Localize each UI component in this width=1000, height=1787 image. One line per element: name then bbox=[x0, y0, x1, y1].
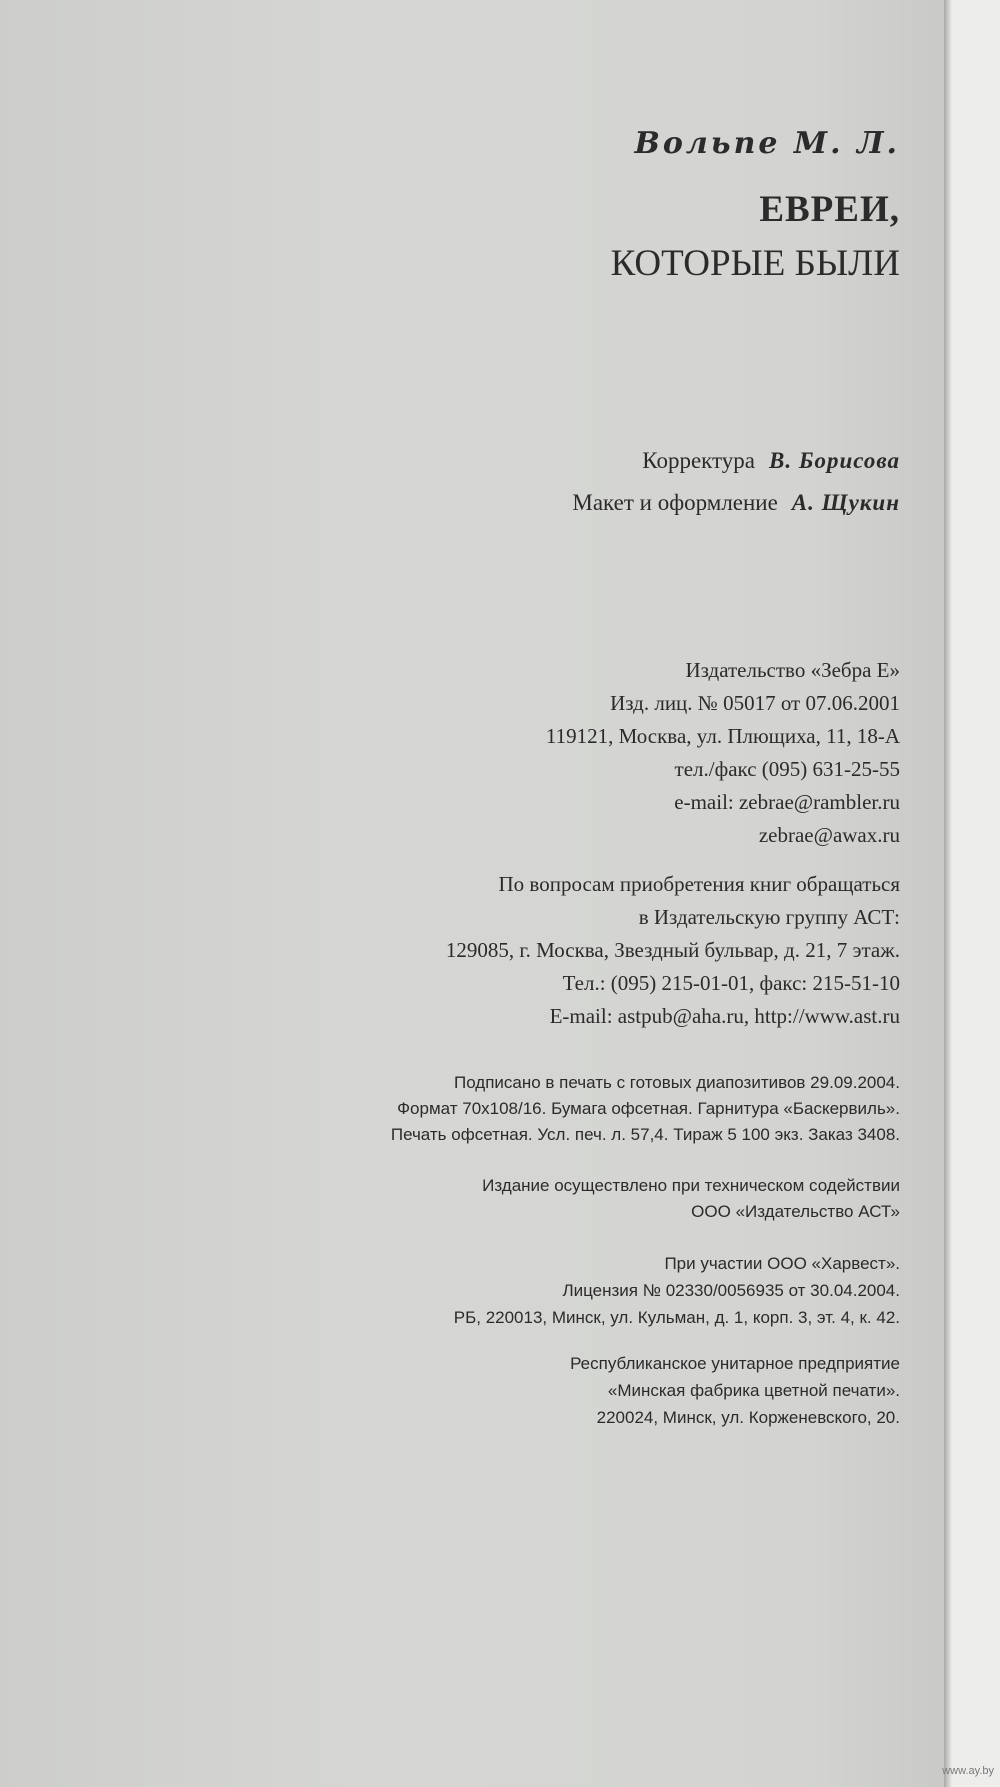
printer-line: 220024, Минск, ул. Корженевского, 20. bbox=[596, 1408, 900, 1427]
printer-line: Республиканское унитарное предприятие bbox=[570, 1354, 900, 1373]
credit-name: А. Щукин bbox=[791, 490, 900, 515]
harvest-info bbox=[454, 1250, 900, 1331]
credit-role: Макет и оформление bbox=[572, 490, 778, 515]
watermark: www.ay.by bbox=[942, 1765, 994, 1777]
harvest-line: РБ, 220013, Минск, ул. Кульман, д. 1, корп. 3, эт. 4, к. 42. bbox=[453, 1308, 900, 1327]
distributor-address: 129085, г. Москва, Звездный бульвар, д. 21, 7 этаж. bbox=[445, 938, 900, 962]
distributor-email: E-mail: astpub@aha.ru, http://www.ast.ru bbox=[549, 1004, 900, 1028]
distributor-phone: Тел.: (095) 215-01-01, факс: 215-51-10 bbox=[562, 971, 900, 995]
credit-name: В. Борисова bbox=[769, 448, 900, 473]
imprint-line: Подписано в печать с готовых диапозитивов 29.09.2004. bbox=[453, 1073, 900, 1092]
harvest-line: При участии ООО «Харвест». bbox=[664, 1254, 900, 1273]
publisher-name: Издательство «Зебра Е» bbox=[685, 658, 900, 682]
credit-proofreader bbox=[572, 440, 900, 482]
author-name: Вольпе М. Л. bbox=[634, 126, 900, 161]
publisher-info bbox=[546, 654, 900, 852]
background-gutter bbox=[952, 0, 1000, 1787]
harvest-line: Лицензия № 02330/0056935 от 30.04.2004. bbox=[562, 1281, 900, 1300]
printer-info bbox=[570, 1350, 900, 1431]
page-edge bbox=[944, 0, 952, 1787]
publisher-email: e-mail: zebrae@rambler.ru bbox=[674, 790, 900, 814]
distributor-info bbox=[446, 868, 900, 1033]
tech-line: Издание осуществлено при техническом содействии bbox=[482, 1176, 900, 1195]
title-line-1: ЕВРЕИ, bbox=[759, 189, 900, 230]
publisher-email-2: zebrae@awax.ru bbox=[758, 823, 900, 847]
credits-block bbox=[572, 440, 900, 524]
publisher-address: 119121, Москва, ул. Плющиха, 11, 18-А bbox=[545, 724, 900, 748]
imprint-line: Формат 70x108/16. Бумага офсетная. Гарнитура «Баскервиль». bbox=[397, 1099, 900, 1118]
credit-role: Корректура bbox=[642, 448, 755, 473]
imprint-info bbox=[391, 1070, 900, 1148]
publisher-phone: тел./факс (095) 631-25-55 bbox=[674, 757, 900, 781]
title-line-2: КОТОРЫЕ БЫЛИ bbox=[610, 243, 900, 284]
credit-layout bbox=[572, 482, 900, 524]
technical-support-info bbox=[482, 1173, 900, 1225]
tech-line: ООО «Издательство АСТ» bbox=[691, 1202, 900, 1221]
publisher-license: Изд. лиц. № 05017 от 07.06.2001 bbox=[610, 691, 900, 715]
printer-line: «Минская фабрика цветной печати». bbox=[607, 1381, 900, 1400]
imprint-line: Печать офсетная. Усл. печ. л. 57,4. Тираж 5 100 экз. Заказ 3408. bbox=[390, 1125, 900, 1144]
book-title bbox=[611, 183, 900, 291]
distributor-line: в Издательскую группу АСТ: bbox=[638, 905, 900, 929]
distributor-line: По вопросам приобретения книг обращаться bbox=[498, 872, 900, 896]
